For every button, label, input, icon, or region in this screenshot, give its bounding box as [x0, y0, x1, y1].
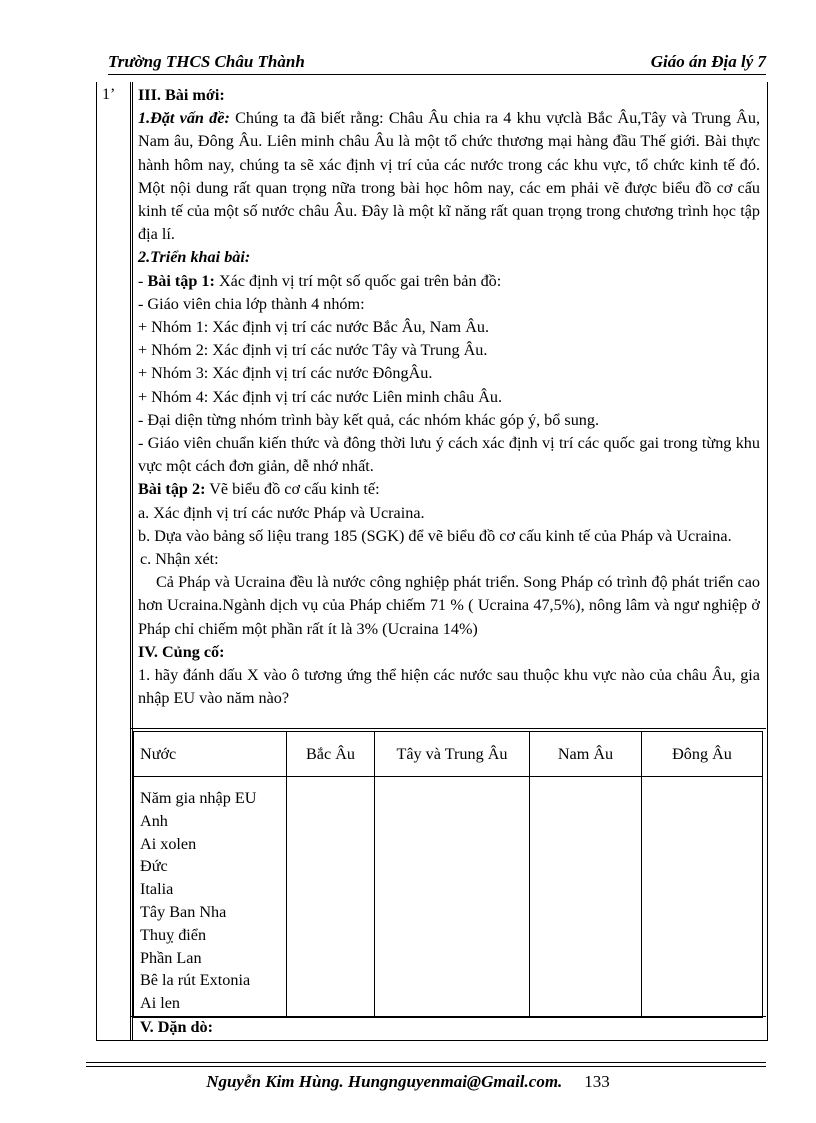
exercise2-a: a. Xác định vị trí các nước Pháp và Ucraina.	[138, 503, 425, 522]
footer-rule	[86, 1062, 766, 1063]
list-item: Thuỵ điển	[140, 925, 207, 944]
exercise1-text: Xác định vị trí một số quốc gai trên bản đồ:	[214, 271, 502, 290]
section5-rule	[130, 1016, 766, 1017]
exercise1-label: Bài tập 1:	[147, 271, 215, 290]
time-mark: 1’	[102, 86, 116, 103]
list-item: Phần Lan	[140, 948, 202, 967]
intro-text: Chúng ta đã biết rằng: Châu Âu chia ra 4 khu vựclà Bắc Âu,Tây và Trung Âu, Nam âu, Đông Âu. Liên minh châu Âu là một tổ chức thương mại hàng đầu Thế giới. Bài thực hành hôm nay, chúng ta sẽ xác định vị trí của các nước trong các khu vực, tổ chức kinh tế đó. Một nội dung rất quan trọng nữa trong bài học hôm nay, các em phải vẽ được biểu đồ cơ cấu kinh tế của một số nước châu Âu. Đây là một kĩ năng rất quan trọng trong chương trình học tập địa lí.	[138, 109, 760, 244]
exercise1-line	[138, 270, 760, 293]
section4-title: IV. Củng cố:	[138, 642, 225, 661]
intro-paragraph	[138, 107, 760, 246]
footer-rule	[86, 1066, 766, 1067]
exercise2-c: c. Nhận xét:	[140, 550, 219, 569]
exercise1-prefix: -	[138, 271, 148, 290]
table-top-rule	[130, 728, 766, 729]
lesson-content	[138, 84, 760, 710]
step-line: + Nhóm 2: Xác định vị trí các nước Tây và Trung Âu.	[138, 341, 488, 360]
cell-south-europe	[530, 777, 642, 1018]
list-item: Ai xolen	[140, 834, 197, 853]
list-item: Tây Ban Nha	[140, 902, 227, 921]
exercise2-line	[138, 478, 760, 501]
header-east-europe: Đông Âu	[642, 732, 763, 777]
cell-east-europe	[642, 777, 763, 1018]
remark-paragraph: Cả Pháp và Ucraina đều là nước công nghiệp phát triển. Song Pháp có trình độ phát triển cao hơn Ucraina.Ngành dịch vụ của Pháp chiếm 71 % ( Ucraina 47,5%), nông lâm và ngư nghiệp ở Pháp chỉ chiếm một phần rất ít là 3% (Ucraina 14%)	[138, 573, 760, 638]
list-item: Năm gia nhập EU	[140, 789, 257, 807]
cell-north-europe	[287, 777, 375, 1018]
step-line: + Nhóm 1: Xác định vị trí các nước Bắc Âu, Nam Âu.	[138, 318, 490, 337]
step-line: - Đại diện từng nhóm trình bày kết quả, các nhóm khác góp ý, bổ sung.	[138, 410, 600, 429]
region-table	[133, 731, 763, 1018]
header-north-europe: Bắc Âu	[287, 732, 375, 777]
section3-title: III. Bài mới:	[138, 86, 225, 104]
header-country: Nước	[134, 732, 287, 777]
question-1: 1. hãy đánh dấu X vào ô tương ứng thể hiện các nước sau thuộc khu vực nào của châu Âu, gia nhập EU vào năm nào?	[138, 666, 760, 708]
header-west-central-europe: Tây và Trung Âu	[375, 732, 530, 777]
step-line: - Giáo viên chuẩn kiến thức và đông thời lưu ý cách xác định vị trí các quốc gai trong từng khu vực một cách đơn giản, dễ nhớ nhất.	[138, 434, 760, 476]
exercise2-text: Vẽ biểu đồ cơ cấu kinh tế:	[205, 480, 380, 499]
page-header	[108, 52, 766, 75]
section5-title: V. Dặn dò:	[140, 1018, 214, 1036]
subject-title: Giáo án Địa lý 7	[650, 52, 766, 71]
header-south-europe: Nam Âu	[530, 732, 642, 777]
cell-west-central-europe	[375, 777, 530, 1018]
step-line: - Giáo viên chia lớp thành 4 nhóm:	[138, 294, 365, 313]
step-line: + Nhóm 4: Xác định vị trí các nước Liên minh châu Âu.	[138, 387, 503, 406]
page-footer	[0, 1072, 816, 1092]
intro-label: 1.Đặt vấn đề:	[138, 109, 230, 128]
list-item: Anh	[140, 811, 168, 830]
table-row	[134, 777, 763, 1018]
exercise2-label: Bài tập 2:	[138, 480, 206, 499]
school-name: Trường THCS Châu Thành	[108, 52, 305, 71]
list-item: Bê la rút Extonia	[140, 971, 251, 990]
exercise2-b: b. Dựa vào bảng số liệu trang 185 (SGK) để vẽ biểu đồ cơ cấu kinh tế của Pháp và Ucraina.	[138, 526, 732, 545]
time-column	[96, 82, 130, 1040]
step-line: + Nhóm 3: Xác định vị trí các nước ĐôngÂu.	[138, 364, 433, 383]
list-item: Ai len	[140, 994, 181, 1013]
list-item: Italia	[140, 880, 174, 899]
list-item: Đức	[140, 857, 168, 876]
deploy-title: 2.Triển khai bài:	[138, 248, 251, 267]
table-header-row	[134, 732, 763, 777]
author-line: Nguyễn Kim Hùng. Hungnguyenmai@Gmail.com.	[206, 1072, 563, 1091]
country-list	[134, 777, 287, 1018]
page-number: 133	[584, 1072, 610, 1091]
